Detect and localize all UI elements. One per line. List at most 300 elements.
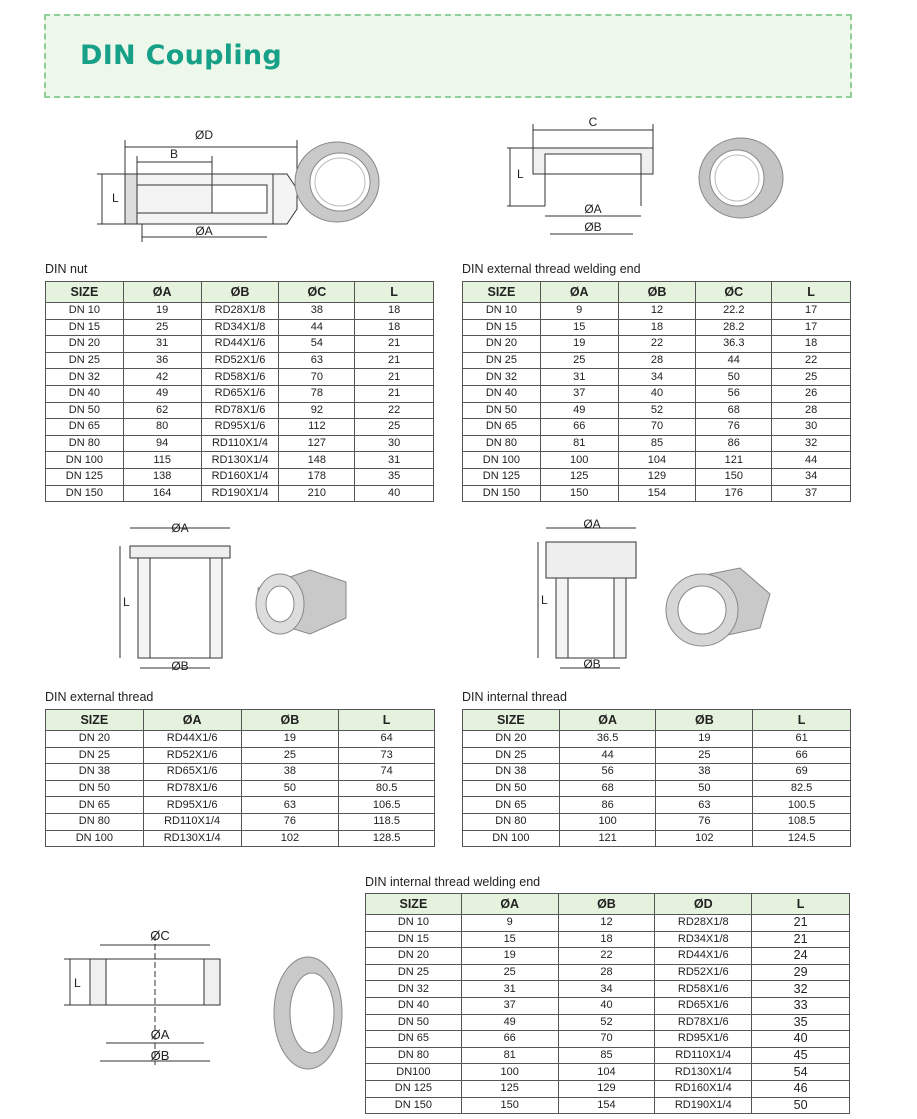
table-row (463, 468, 851, 485)
table-cell: 25 (540, 352, 618, 369)
ext-thread-label-a: ØA (171, 521, 189, 535)
int-thread-caption: DIN internal thread (462, 690, 567, 704)
table-row (366, 1014, 850, 1031)
column-header: L (355, 282, 434, 303)
ext-weld-photo (699, 138, 783, 218)
table-cell: 63 (241, 797, 339, 814)
table-cell: 138 (123, 468, 201, 485)
nut-label-d: ØD (195, 128, 213, 142)
table-cell: DN 25 (46, 747, 144, 764)
int-weld-label-a: ØA (150, 1027, 170, 1042)
table-cell: 150 (461, 1097, 558, 1114)
table-row (366, 915, 850, 932)
table-cell: 164 (123, 485, 201, 502)
column-header: ØC (279, 282, 355, 303)
table-cell: RD110X1/4 (201, 435, 279, 452)
table-cell: 80.5 (339, 780, 435, 797)
table-cell: DN 50 (463, 402, 541, 419)
table-cell: 29 (752, 964, 850, 981)
column-header: L (339, 710, 435, 731)
table-cell: 86 (696, 435, 772, 452)
table-cell: 64 (339, 731, 435, 748)
column-header: ØD (655, 894, 752, 915)
table-cell: DN 150 (46, 485, 124, 502)
table-cell: 35 (752, 1014, 850, 1031)
table-cell: 31 (461, 981, 558, 998)
table-cell: 56 (696, 385, 772, 402)
table-cell: DN 20 (46, 336, 124, 353)
table-row (463, 452, 851, 469)
int-weld-table (365, 893, 850, 1114)
column-header: L (772, 282, 851, 303)
table-cell: 44 (772, 452, 851, 469)
table-cell: 25 (123, 319, 201, 336)
table-cell: 54 (752, 1064, 850, 1081)
table-row (463, 764, 851, 781)
table-cell: 30 (772, 419, 851, 436)
table-cell: 176 (696, 485, 772, 502)
column-header: SIZE (46, 710, 144, 731)
table-cell: DN 40 (366, 997, 462, 1014)
table-cell: RD190X1/4 (201, 485, 279, 502)
table-cell: DN 25 (463, 747, 560, 764)
table-cell: 118.5 (339, 813, 435, 830)
table-cell: DN 65 (463, 419, 541, 436)
table-cell: 25 (241, 747, 339, 764)
table-row (463, 731, 851, 748)
table-cell: 19 (123, 303, 201, 320)
table-row (46, 468, 434, 485)
table-row (46, 352, 434, 369)
ext-thread-caption: DIN external thread (45, 690, 154, 704)
table-cell: DN 15 (46, 319, 124, 336)
column-header: ØA (559, 710, 656, 731)
table-cell: 73 (339, 747, 435, 764)
column-header: L (753, 710, 851, 731)
table-cell: 45 (752, 1047, 850, 1064)
int-thread-drawing (530, 518, 810, 678)
table-row (366, 981, 850, 998)
table-cell: 50 (656, 780, 753, 797)
table-cell: 21 (355, 369, 434, 386)
table-cell: RD78X1/6 (655, 1014, 752, 1031)
ext-thread-label-b: ØB (171, 659, 189, 673)
table-row (463, 747, 851, 764)
table-cell: DN 80 (463, 813, 560, 830)
int-weld-label-b: ØB (150, 1048, 170, 1063)
table-cell: 178 (279, 468, 355, 485)
table-row (366, 997, 850, 1014)
column-header: ØA (143, 710, 241, 731)
table-cell: 61 (753, 731, 851, 748)
table-cell: 50 (696, 369, 772, 386)
table-cell: 22 (558, 948, 655, 965)
table-cell: 78 (279, 385, 355, 402)
table-cell: 22 (772, 352, 851, 369)
table-cell: 9 (461, 915, 558, 932)
table-cell: 31 (123, 336, 201, 353)
column-header: L (752, 894, 850, 915)
ext-thread-drawing (110, 518, 390, 678)
table-cell: DN 25 (46, 352, 124, 369)
table-cell: RD130X1/4 (201, 452, 279, 469)
table-cell: 80 (123, 419, 201, 436)
table-row (46, 319, 434, 336)
table-cell: 17 (772, 319, 851, 336)
table-cell: 100.5 (753, 797, 851, 814)
table-cell: RD58X1/6 (655, 981, 752, 998)
table-cell: RD28X1/8 (655, 915, 752, 932)
table-cell: RD95X1/6 (143, 797, 241, 814)
table-cell: DN 15 (366, 931, 462, 948)
table-cell: DN 10 (463, 303, 541, 320)
table-cell: DN 25 (463, 352, 541, 369)
table-cell: RD78X1/6 (143, 780, 241, 797)
table-row (46, 485, 434, 502)
table-row (46, 419, 434, 436)
table-cell: 63 (279, 352, 355, 369)
table-cell: 36.3 (696, 336, 772, 353)
table-cell: DN 80 (46, 813, 144, 830)
table-cell: 32 (752, 981, 850, 998)
table-cell: DN 38 (46, 764, 144, 781)
ext-weld-label-c: C (588, 115, 598, 129)
table-cell: DN 40 (463, 385, 541, 402)
table-cell: DN 50 (46, 402, 124, 419)
table-cell: 102 (656, 830, 753, 847)
table-cell: RD65X1/6 (655, 997, 752, 1014)
table-cell: 66 (540, 419, 618, 436)
table-cell: 125 (540, 468, 618, 485)
nut-label-l: L (112, 191, 119, 205)
ext-weld-caption: DIN external thread welding end (462, 262, 641, 276)
table-cell: 18 (558, 931, 655, 948)
table-cell: 46 (752, 1080, 850, 1097)
ext-weld-table (462, 281, 851, 502)
table-cell: DN 65 (366, 1031, 462, 1048)
table-cell: 63 (656, 797, 753, 814)
column-header: SIZE (463, 710, 560, 731)
table-cell: 54 (279, 336, 355, 353)
table-row (463, 485, 851, 502)
ext-weld-label-l: L (517, 167, 524, 181)
table-cell: DN 80 (46, 435, 124, 452)
table-cell: 28 (772, 402, 851, 419)
table-cell: DN 125 (463, 468, 541, 485)
table-cell: RD95X1/6 (655, 1031, 752, 1048)
table-cell: 154 (618, 485, 696, 502)
table-cell: 70 (558, 1031, 655, 1048)
table-row (46, 830, 435, 847)
table-cell: 154 (558, 1097, 655, 1114)
int-thread-photo (666, 568, 770, 646)
table-cell: DN 50 (46, 780, 144, 797)
table-cell: 100 (559, 813, 656, 830)
table-cell: 81 (540, 435, 618, 452)
table-cell: DN 20 (463, 731, 560, 748)
table-cell: 12 (558, 915, 655, 932)
table-cell: DN100 (366, 1064, 462, 1081)
table-cell: RD58X1/6 (201, 369, 279, 386)
table-cell: 81 (461, 1047, 558, 1064)
column-header: ØC (696, 282, 772, 303)
table-cell: 22.2 (696, 303, 772, 320)
table-row (463, 352, 851, 369)
table-cell: DN 100 (463, 452, 541, 469)
table-cell: 127 (279, 435, 355, 452)
table-cell: DN 65 (46, 797, 144, 814)
table-cell: 50 (752, 1097, 850, 1114)
table-cell: 52 (558, 1014, 655, 1031)
table-cell: 210 (279, 485, 355, 502)
nut-table (45, 281, 434, 502)
table-cell: 86 (559, 797, 656, 814)
table-cell: DN 150 (366, 1097, 462, 1114)
int-thread-label-a: ØA (583, 518, 601, 531)
table-row (46, 747, 435, 764)
table-cell: 125 (461, 1080, 558, 1097)
table-cell: 35 (355, 468, 434, 485)
table-cell: RD130X1/4 (143, 830, 241, 847)
table-cell: 18 (355, 303, 434, 320)
table-cell: DN 32 (366, 981, 462, 998)
table-cell: 28 (618, 352, 696, 369)
table-header-row (46, 282, 434, 303)
table-cell: 85 (558, 1047, 655, 1064)
table-cell: 85 (618, 435, 696, 452)
table-cell: 104 (558, 1064, 655, 1081)
table-row (46, 452, 434, 469)
table-cell: 34 (618, 369, 696, 386)
table-cell: 34 (558, 981, 655, 998)
table-row (46, 731, 435, 748)
table-cell: 36.5 (559, 731, 656, 748)
table-cell: 76 (656, 813, 753, 830)
table-cell: 129 (558, 1080, 655, 1097)
table-header-row (463, 710, 851, 731)
table-cell: 124.5 (753, 830, 851, 847)
column-header: ØA (123, 282, 201, 303)
table-cell: 112 (279, 419, 355, 436)
table-cell: 102 (241, 830, 339, 847)
table-cell: DN 100 (463, 830, 560, 847)
table-cell: 66 (461, 1031, 558, 1048)
table-row (366, 1031, 850, 1048)
table-cell: 106.5 (339, 797, 435, 814)
table-cell: 19 (656, 731, 753, 748)
table-cell: 19 (241, 731, 339, 748)
table-cell: RD110X1/4 (143, 813, 241, 830)
table-cell: DN 20 (463, 336, 541, 353)
table-cell: 74 (339, 764, 435, 781)
table-cell: 19 (540, 336, 618, 353)
table-row (463, 385, 851, 402)
table-row (463, 830, 851, 847)
int-thread-label-b: ØB (583, 657, 601, 671)
table-cell: 44 (696, 352, 772, 369)
table-cell: 44 (279, 319, 355, 336)
page-title: DIN Coupling (80, 40, 283, 71)
table-cell: 40 (752, 1031, 850, 1048)
table-cell: 62 (123, 402, 201, 419)
column-header: ØA (461, 894, 558, 915)
table-cell: 44 (559, 747, 656, 764)
ext-weld-drawing (505, 112, 805, 252)
table-cell: 150 (540, 485, 618, 502)
table-row (463, 303, 851, 320)
table-cell: 32 (772, 435, 851, 452)
table-cell: 49 (540, 402, 618, 419)
column-header: ØB (656, 710, 753, 731)
table-cell: 70 (279, 369, 355, 386)
table-cell: DN 50 (366, 1014, 462, 1031)
table-cell: 66 (753, 747, 851, 764)
table-cell: 94 (123, 435, 201, 452)
table-cell: 108.5 (753, 813, 851, 830)
table-cell: RD52X1/6 (143, 747, 241, 764)
nut-caption: DIN nut (45, 262, 88, 276)
table-cell: RD44X1/6 (201, 336, 279, 353)
table-cell: 22 (618, 336, 696, 353)
table-cell: RD34X1/8 (655, 931, 752, 948)
nut-label-b: B (169, 147, 179, 161)
table-cell: 100 (540, 452, 618, 469)
table-cell: 21 (752, 915, 850, 932)
table-cell: 12 (618, 303, 696, 320)
table-cell: 68 (559, 780, 656, 797)
table-cell: 19 (461, 948, 558, 965)
table-row (463, 813, 851, 830)
table-cell: 25 (772, 369, 851, 386)
table-cell: RD34X1/8 (201, 319, 279, 336)
table-cell: RD110X1/4 (655, 1047, 752, 1064)
column-header: ØB (201, 282, 279, 303)
table-row (46, 336, 434, 353)
table-cell: DN 80 (366, 1047, 462, 1064)
column-header: SIZE (46, 282, 124, 303)
table-cell: 150 (696, 468, 772, 485)
table-cell: 70 (618, 419, 696, 436)
table-cell: 40 (618, 385, 696, 402)
table-cell: DN 100 (46, 830, 144, 847)
table-cell: 40 (558, 997, 655, 1014)
table-cell: 33 (752, 997, 850, 1014)
table-row (46, 369, 434, 386)
table-cell: DN 65 (463, 797, 560, 814)
table-row (463, 319, 851, 336)
table-cell: 25 (461, 964, 558, 981)
table-row (366, 1080, 850, 1097)
table-row (366, 964, 850, 981)
table-cell: 18 (772, 336, 851, 353)
table-row (463, 336, 851, 353)
table-row (463, 797, 851, 814)
table-row (463, 780, 851, 797)
table-cell: RD44X1/6 (143, 731, 241, 748)
table-cell: 104 (618, 452, 696, 469)
int-thread-table (462, 709, 851, 847)
table-cell: 129 (618, 468, 696, 485)
table-row (46, 435, 434, 452)
table-cell: 22 (355, 402, 434, 419)
table-cell: RD44X1/6 (655, 948, 752, 965)
table-header-row (366, 894, 850, 915)
table-cell: 21 (355, 336, 434, 353)
table-cell: 21 (355, 352, 434, 369)
nut-drawing (92, 112, 392, 252)
nut-photo (295, 142, 379, 222)
table-cell: DN 20 (46, 731, 144, 748)
table-row (46, 385, 434, 402)
table-cell: DN 10 (46, 303, 124, 320)
table-cell: 38 (241, 764, 339, 781)
column-header: SIZE (463, 282, 541, 303)
table-cell: DN 100 (46, 452, 124, 469)
int-weld-label-l: L (74, 976, 81, 990)
table-cell: 15 (540, 319, 618, 336)
table-row (46, 797, 435, 814)
table-cell: DN 125 (366, 1080, 462, 1097)
ext-thread-photo (256, 570, 346, 634)
table-cell: DN 38 (463, 764, 560, 781)
table-row (463, 369, 851, 386)
table-cell: 18 (355, 319, 434, 336)
table-cell: 49 (123, 385, 201, 402)
table-cell: DN 50 (463, 780, 560, 797)
table-cell: 92 (279, 402, 355, 419)
table-row (366, 1064, 850, 1081)
table-cell: 49 (461, 1014, 558, 1031)
table-cell: 15 (461, 931, 558, 948)
ext-thread-label-l: L (123, 595, 130, 609)
table-cell: 31 (355, 452, 434, 469)
table-cell: RD52X1/6 (201, 352, 279, 369)
table-cell: 82.5 (753, 780, 851, 797)
table-header-row (46, 710, 435, 731)
table-row (46, 303, 434, 320)
table-cell: RD65X1/6 (201, 385, 279, 402)
table-row (46, 813, 435, 830)
table-cell: DN 125 (46, 468, 124, 485)
table-cell: 31 (540, 369, 618, 386)
table-cell: 37 (772, 485, 851, 502)
table-cell: 40 (355, 485, 434, 502)
table-cell: 76 (241, 813, 339, 830)
table-cell: 128.5 (339, 830, 435, 847)
table-cell: DN 25 (366, 964, 462, 981)
column-header: ØB (618, 282, 696, 303)
table-row (366, 948, 850, 965)
table-row (46, 764, 435, 781)
ext-weld-label-a: ØA (584, 202, 602, 216)
table-cell: DN 80 (463, 435, 541, 452)
table-cell: 37 (461, 997, 558, 1014)
table-cell: 121 (696, 452, 772, 469)
table-cell: 52 (618, 402, 696, 419)
table-cell: RD160X1/4 (201, 468, 279, 485)
int-weld-photo (274, 957, 342, 1069)
table-cell: RD65X1/6 (143, 764, 241, 781)
table-cell: RD160X1/4 (655, 1080, 752, 1097)
int-weld-drawing (50, 915, 350, 1075)
table-cell: 21 (752, 931, 850, 948)
int-weld-label-c: ØC (150, 928, 170, 943)
table-cell: 76 (696, 419, 772, 436)
column-header: ØA (540, 282, 618, 303)
table-row (463, 435, 851, 452)
table-cell: 56 (559, 764, 656, 781)
table-cell: DN 20 (366, 948, 462, 965)
